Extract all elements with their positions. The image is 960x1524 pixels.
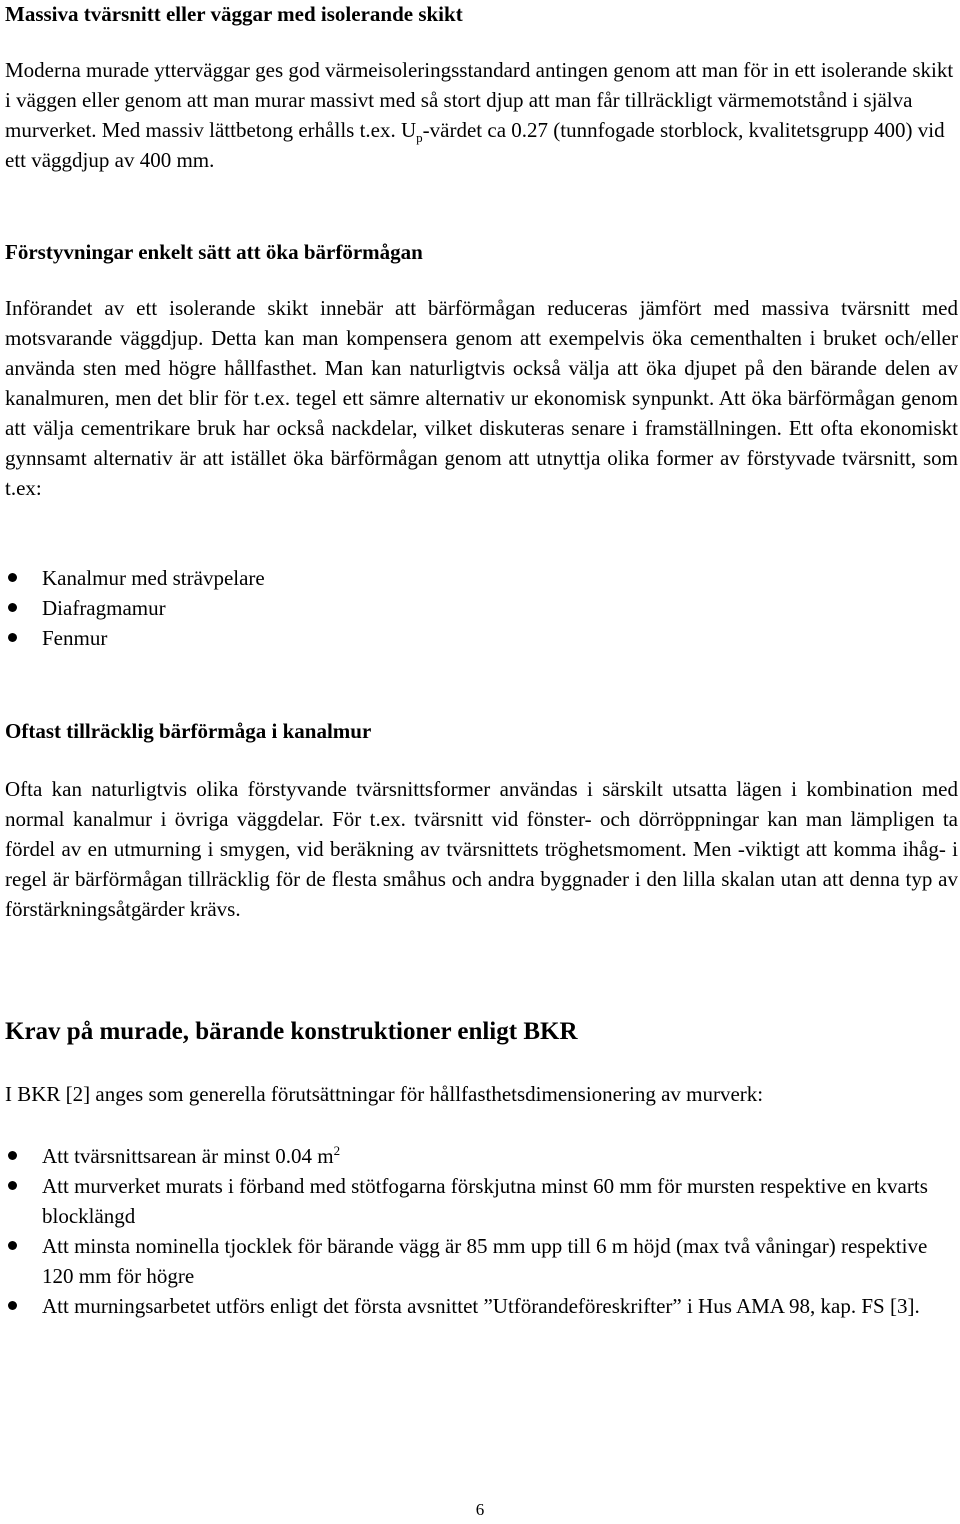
section-heading-massiva: Massiva tvärsnitt eller väggar med isolerande skikt xyxy=(5,2,463,26)
u-subscript: p xyxy=(416,130,423,146)
list-item: Fenmur xyxy=(5,623,945,653)
bullet-list-bkr xyxy=(5,1141,945,1321)
paragraph-bkr-intro: I BKR [2] anges som generella förutsättningar för hållfasthetsdimensionering av murverk: xyxy=(5,1082,764,1106)
page-number: 6 xyxy=(475,1500,485,1519)
paragraph-massiva xyxy=(5,55,958,175)
list-item: Att murningsarbetet utförs enligt det första avsnittet ”Utförandeföreskrifter” i Hus AMA 98, kap. FS [3]. xyxy=(5,1291,945,1321)
bullet-list-forstyvade xyxy=(5,563,945,653)
paragraph-massiva-part1: Moderna murade ytterväggar ges god värmeisoleringsstandard antingen genom att man för in ett isolerande skikt i väggen eller genom att man murar massivt med så stort djup att man får tillräckligt värmemotstånd i själva murverket. Med massiv lättbetong erhålls t.ex. U xyxy=(5,58,954,142)
list-item xyxy=(5,1141,945,1171)
paragraph-massiva-part2: -värdet ca 0.27 (tunnfogade storblock, kvalitetsgrupp 400) vid ett väggdjup av 400 mm. xyxy=(5,118,945,172)
list-item: Kanalmur med strävpelare xyxy=(5,563,945,593)
paragraph-kanalmur: Ofta kan naturligtvis olika förstyvande tvärsnittsformer användas i särskilt utsatta lägen i kombination med normal kanalmur i övriga väggdelar. För t.ex. tvärsnitt vid fönster- och dörröppningar kan man lämpligen ta fördel av en utmurning i smygen, vid beräkning av tvärsnittets tröghetsmoment. Men -viktigt att komma ihåg- i regel är bärförmågan tillräcklig för de flesta småhus och andra byggnader i den lilla skalan utan att denna typ av förstärkningsåtgärder krävs. xyxy=(5,777,958,921)
list-item: Diafragmamur xyxy=(5,593,945,623)
section-heading-bkr: Krav på murade, bärande konstruktioner enligt BKR xyxy=(5,1018,578,1045)
bkr-bullet-1-text: Att tvärsnittsarean är minst 0.04 m xyxy=(42,1144,334,1168)
list-item: Att murverket murats i förband med stötfogarna förskjutna minst 60 mm för mursten respektive en kvarts blocklängd xyxy=(5,1171,945,1231)
list-item: Att minsta nominella tjocklek för bärande vägg är 85 mm upp till 6 m höjd (max två våningar) respektive 120 mm för högre xyxy=(5,1231,945,1291)
section-heading-kanalmur: Oftast tillräcklig bärförmåga i kanalmur xyxy=(5,719,372,743)
squared-superscript: 2 xyxy=(333,1143,341,1158)
section-heading-forstyvningar: Förstyvningar enkelt sätt att öka bärförmågan xyxy=(5,240,423,264)
paragraph-forstyvningar: Införandet av ett isolerande skikt innebär att bärförmågan reduceras jämfört med massiva tvärsnitt med motsvarande väggdjup. Detta kan man kompensera genom att exempelvis öka cementhalten i bruket och/eller använda sten med högre hållfasthet. Man kan naturligtvis också välja att öka djupet på den bärande delen av kanalmuren, men det blir för t.ex. tegel ett sämre alternativ ur ekonomisk synpunkt. Att öka bärförmågan genom att välja cementrikare bruk har också nackdelar, vilket diskuteras senare i framställningen. Ett ofta ekonomiskt gynnsamt alternativ är att istället öka bärförmågan genom att utnyttja olika former av förstyvade tvärsnitt, som t.ex: xyxy=(5,296,958,500)
